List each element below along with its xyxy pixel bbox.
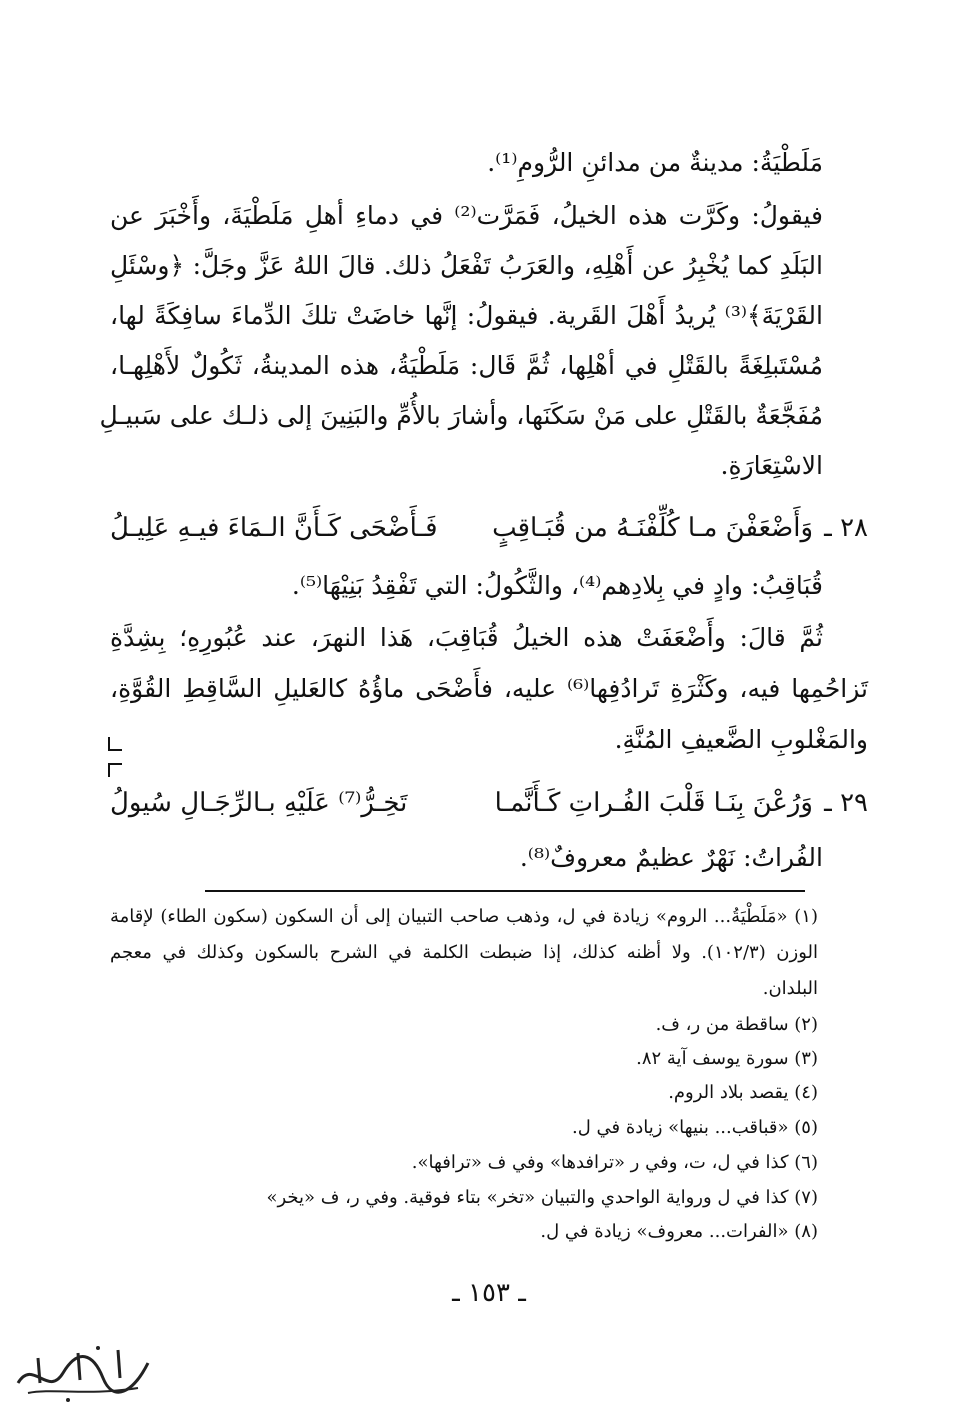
footnote-1-line-2: الوزن (١٠٢/٣). ولا أظنه كذلك، إذا ضبطت الكلمة في الشرح بالسكون وكذلك في معجم <box>110 942 818 963</box>
footnote-4: (٤) يقصد بلاد الروم. <box>668 1082 818 1103</box>
footnote-1-line-1: (١) «مَلَطْيَةُ... الروم» زيادة في ل، وذهب صاحب التبيان إلى أن السكون (سكون الطاء) لإقامة <box>110 906 818 927</box>
verse-29-number: ٢٩ ـ <box>824 788 868 818</box>
body-line-12: الفُراتُ: نَهْرٌ عظيمٌ معروفٌ⁽⁸⁾. <box>519 843 823 872</box>
footnote-2: (٢) ساقطة من ر، ف. <box>655 1014 818 1035</box>
verse-28-first-hemistich: وَأَضْعَفْنَ مـا كُلِّفْنَـهُ من قُبَـاقِبٍ <box>492 513 813 543</box>
body-line-9: ثُمَّ قالَ: وأَضْعَفَتْ هذه الخيلُ قُبَاقِبَ، هَذا النهرَ، عند عُبُورِهِ؛ بِشِدَّةِ <box>110 623 823 652</box>
body-line-8: قُبَاقِبُ: وادٍ في بِلادِهم⁽⁴⁾، والثَّكُولُ: التي تَفْقِدُ بَنِيْهَا⁽⁵⁾. <box>291 571 823 600</box>
footnote-8: (٨) «الفرات... معروف» زيادة في ل. <box>540 1221 818 1242</box>
verse-28-second-hemistich: فَـأَضْحَى كَـأَنَّ الـمَاءَ فيـهِ عَلِيـلُ <box>110 513 438 543</box>
body-line-2: فيقولُ: وكَرَّت هذه الخيلُ، فَمَرَّت⁽²⁾ في دماءِ أهلِ مَلَطْيَةَ، وأَخْبَرَ عن <box>110 201 823 230</box>
footnote-5: (٥) «قباقب... بنيها» زيادة في ل. <box>571 1117 818 1138</box>
calligraphy-logo <box>8 1338 158 1408</box>
body-line-10: تَزاحُمِها فيه، وكَثْرَةِ تَرادُفِها⁽⁶⁾ عليه، فأَضْحَى ماؤُهُ كالعَليلِ السَّاقِطِ القُوَّةِ، <box>110 674 868 703</box>
body-line-7: الاسْتِعَارَةِ. <box>720 451 823 480</box>
footnote-separator <box>205 890 805 892</box>
page-number: ـ ١٥٣ ـ <box>452 1278 526 1308</box>
body-line-5: مُسْتَبلِغَةً بالقَتْلِ في أهْلِها، ثُمَّ قَال: مَلَطْيَةُ، هذه المدينةُ، ثَكُولٌ لأَهْلِهـا، <box>110 351 823 380</box>
body-line-3: البَلَدِ كما يُخْبِرُ عن أَهْلِهِ، والعَرَبُ تَفْعَلُ ذلك. قالَ اللهُ عَزَّ وجَلَّ: ﴿وسْئَلِ <box>110 251 823 280</box>
bracket-mark-open <box>108 763 122 777</box>
footnote-6: (٦) كذا في ل، ت، وفي ر «ترافدها» وفي ف «ترافها». <box>411 1152 818 1173</box>
body-line-11: والمَغْلوبِ الضَّعيفِ المُنَّةِ. <box>614 725 868 754</box>
footnote-7: (٧) كذا في ل ورواية الواحدي والتبيان «تخر» بتاء فوقية. وفي ر، ف «يخر» <box>266 1187 818 1208</box>
body-line-6: مُفَجَّعَةٌ بالقَتْلِ على مَنْ سَكَنَها، وأشارَ بالأُمِّ والبَنِينَ إلى ذلـك على سَبيـلِ <box>99 401 823 430</box>
body-line-4: القَرْيَةَ﴾⁽³⁾ يُريدُ أَهْلَ القَرية. فيقولُ: إنَّها خاضَتْ تلكَ الدِّماءَ سافِكَةً لها، <box>110 301 823 330</box>
footnote-3: (٣) سورة يوسف آية ٨٢. <box>636 1048 818 1069</box>
bracket-mark-close <box>108 737 122 751</box>
verse-29-first-hemistich: وَرُعْنَ بِنَـا قَلْبَ الفُـراتِ كَـأَنَّمـا <box>494 788 813 818</box>
verse-29-second-hemistich: تَخِـرُّ⁽⁷⁾ عَلَيْهِ بـالرِّجَـالِ سُيولُ <box>110 788 408 818</box>
footnote-1-line-3: البلدان. <box>762 978 818 999</box>
body-line-1: مَلَطْيَةُ: مدينةٌ من مدائنِ الرُّومِ⁽¹⁾. <box>487 148 823 177</box>
verse-28-number: ٢٨ ـ <box>824 513 868 543</box>
